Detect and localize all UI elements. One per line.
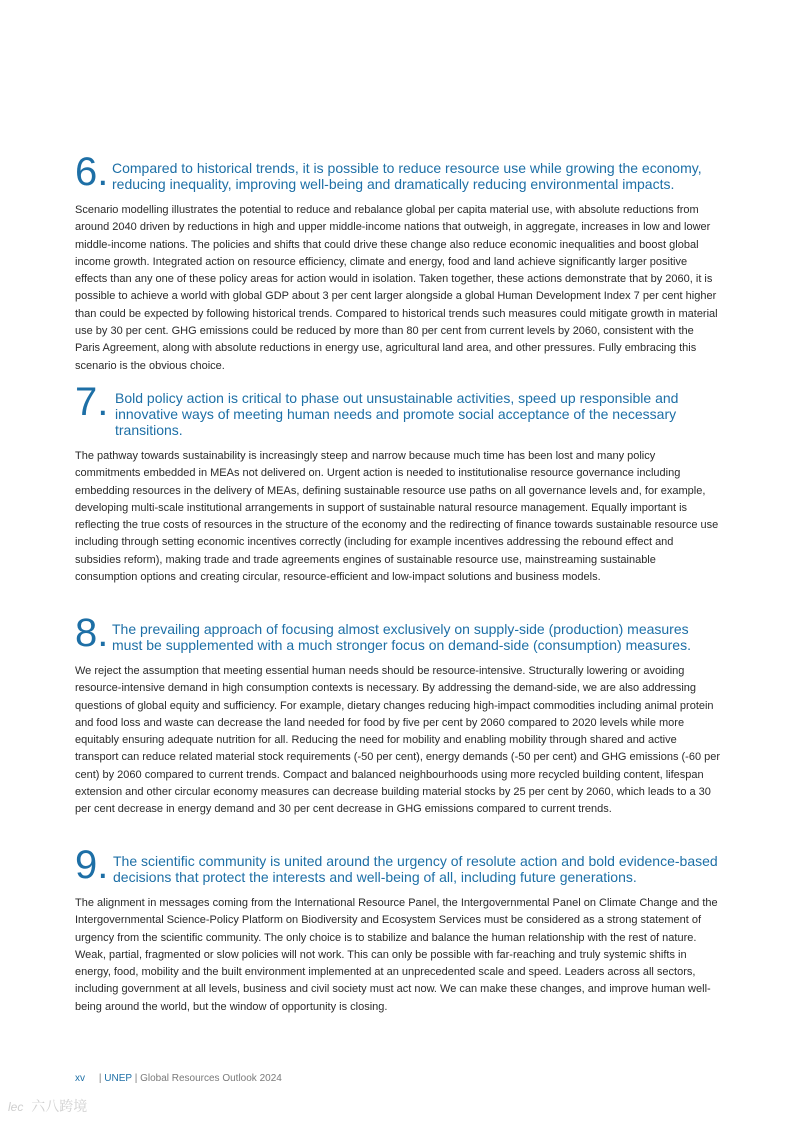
- section-9: [75, 843, 720, 1016]
- watermark: [8, 1096, 87, 1116]
- section-heading: [75, 843, 720, 887]
- section-title: The prevailing approach of focusing almost exclusively on supply-side (production) measures must be supplemented with a much stronger focus on demand-side (consumption) measures.: [112, 621, 691, 653]
- page-footer: [75, 1073, 282, 1084]
- section-heading: [75, 150, 720, 194]
- watermark-text: 六八跨境: [31, 1098, 88, 1114]
- watermark-logo-icon: lec: [8, 1100, 24, 1114]
- section-6: [75, 150, 720, 375]
- section-number: 7.: [75, 380, 109, 424]
- section-heading: [75, 380, 720, 438]
- footer-report-title: Global Resources Outlook 2024: [140, 1073, 282, 1084]
- footer-organization: UNEP: [104, 1073, 132, 1084]
- section-body: The pathway towards sustainability is increasingly steep and narrow because much time has been lost and many policy commitments embedded in MEAs not delivered on. Urgent action is needed to institutionalise resource governance including embedding resources in the delivery of MEAs, defining sustainable resource use paths on all governance levels and, for example, developing multi-scale institutional arrangements in support of sustainable natural resource management. Equally important is reflecting the true costs of resources in the structure of the economy and the redirecting of finance towards sustainable resource use including through setting economic incentives correctly (including for example incentives addressing the rebound effect and subsidies reform), making trade and trade agreements engines of sustainable resource use, mainstreaming sustainable consumption options and creating circular, resource-efficient and low-impact solutions and business models.: [75, 450, 719, 584]
- section-number: 8.: [75, 611, 109, 655]
- section-body: We reject the assumption that meeting essential human needs should be resource-intensive. Structurally lowering or avoiding resource-intensive demand in high consumption contexts is necessary. By addressing the demand-side, we are also addressing questions of global equity and sufficiency. For example, dietary changes reducing high-impact commodities including animal protein and food loss and waste can decrease the land needed for food by five per cent by 2060 compared to 2020 levels while more equitably ensuring adequate nutrition for all. Reducing the need for mobility and enabling mobility through shared and active transport can reduce related material stock requirements (-50 per cent), energy demands (-50 per cent) and GHG emissions (-60 per cent) by 2060 compared to current trends. Compact and balanced neighbourhoods using more recycled building content, lifespan extension and other circular economy measures can decrease building material stocks by 25 per cent by 2060, which leads to a 30 per cent decrease in energy demand and 30 per cent decrease in GHG emissions compared to current trends.: [75, 665, 721, 816]
- section-heading: [75, 611, 720, 655]
- section-8: [75, 611, 721, 819]
- section-body: The alignment in messages coming from the International Resource Panel, the Intergovernmental Panel on Climate Change and the Intergovernmental Science-Policy Platform on Biodiversity and Ecosystem Services must be considered as a strong statement of urgency from the scientific community. The only choice is to stabilize and balance the human relationship with the rest of nature. Weak, partial, fragmented or slow policies will not work. This can only be possible with far-reaching and truly systemic shifts in energy, food, mobility and the built environment implemented at an unprecedented scale and speed. Leaders across all sectors, including government at all levels, business and civil society must act now. We can make these changes, and improve human well-being around the world, but the window of opportunity is closing.: [75, 897, 718, 1013]
- section-number: 6.: [75, 150, 109, 194]
- section-title: Bold policy action is critical to phase out unsustainable activities, speed up responsible and innovative ways of meeting human needs and promote social acceptance of the necessary transitions.: [115, 390, 679, 438]
- section-number: 9.: [75, 843, 109, 887]
- section-title: The scientific community is united around the urgency of resolute action and bold evidence-based decisions that protect the interests and well-being of all, including future generations.: [113, 853, 718, 885]
- footer-separator: |: [98, 1073, 102, 1084]
- page-number: xv: [75, 1073, 85, 1084]
- section-7: [75, 380, 720, 586]
- section-title: Compared to historical trends, it is possible to reduce resource use while growing the economy, reducing inequality, improving well-being and dramatically reducing environmental impacts.: [112, 160, 702, 192]
- section-body: Scenario modelling illustrates the potential to reduce and rebalance global per capita material use, with absolute reductions from around 2040 driven by reductions in high and upper middle-income nations that outweigh, in aggregate, increases in low and lower middle-income nations. The policies and shifts that could drive these change also reduce economic inequalities and boost global income growth. Integrated action on resource efficiency, climate and energy, food and land achieve significantly larger positive effects than any one of these policy areas for action would in isolation. Taken together, these actions demonstrate that by 2060, it is possible to achieve a world with global GDP about 3 per cent larger alongside a global Human Development Index 7 per cent higher than could be expected by following historical trends. Compared to historical trends such measures could mitigate growth in material use by 30 per cent. GHG emissions could be reduced by more than 80 per cent from current levels by 2060, consistent with the Paris Agreement, along with absolute reductions in energy use, agricultural land area, and other pressures. Fully embracing this scenario is the obvious choice.: [75, 204, 718, 372]
- footer-separator: |: [134, 1073, 138, 1084]
